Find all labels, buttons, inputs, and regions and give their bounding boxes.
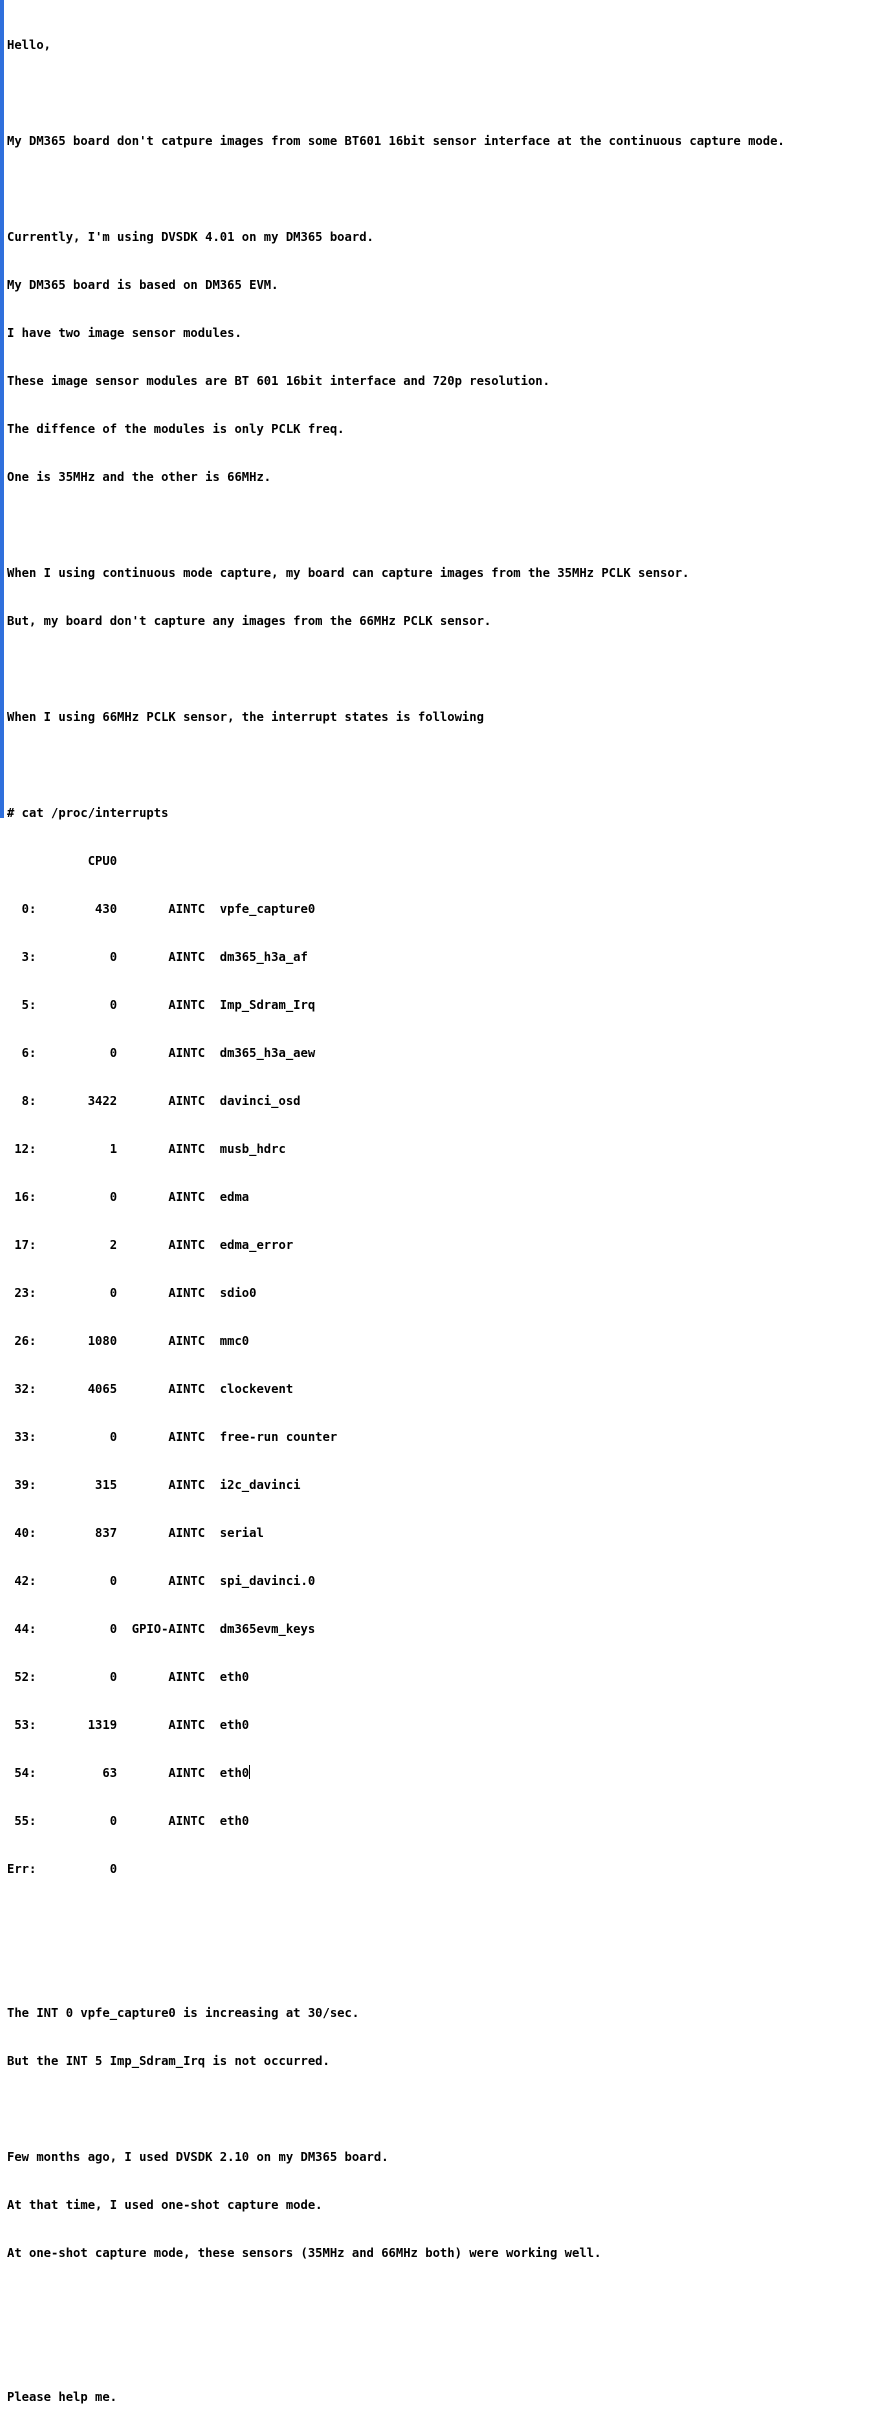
text-line: But, my board don't capture any images from the 66MHz PCLK sensor. <box>7 614 492 628</box>
interrupt-row: 0: 430 AINTC vpfe_capture0 <box>7 902 316 916</box>
interrupt-row: 33: 0 AINTC free-run counter <box>7 1430 338 1444</box>
interrupt-row-with-caret <box>7 1765 873 1781</box>
interrupt-row: 12: 1 AINTC musb_hdrc <box>7 1142 286 1156</box>
text-line: I have two image sensor modules. <box>7 326 242 340</box>
text-line: My DM365 board don't catpure images from some BT601 16bit sensor interface at the continuous capture mode. <box>7 134 785 148</box>
text-editor-area[interactable] <box>7 5 873 2404</box>
text-cursor-caret <box>249 1765 250 1779</box>
text-line: Please help me. <box>7 2390 118 2404</box>
interrupt-row: 23: 0 AINTC sdio0 <box>7 1286 257 1300</box>
interrupt-row: 42: 0 AINTC spi_davinci.0 <box>7 1574 316 1588</box>
text-line: The diffence of the modules is only PCLK freq. <box>7 422 345 436</box>
interrupts-header-row: CPU0 <box>7 854 118 868</box>
text-line <box>7 2341 873 2357</box>
text-line <box>7 757 873 773</box>
text-line <box>7 661 873 677</box>
interrupt-row-text: 54: 63 AINTC eth0 <box>7 1766 250 1780</box>
interrupt-row: 55: 0 AINTC eth0 <box>7 1814 250 1828</box>
text-line: Currently, I'm using DVSDK 4.01 on my DM365 board. <box>7 230 374 244</box>
text-line: # cat /proc/interrupts <box>7 806 169 820</box>
text-line <box>7 1957 873 1973</box>
text-line <box>7 2293 873 2309</box>
interrupt-row: 17: 2 AINTC edma_error <box>7 1238 294 1252</box>
interrupt-row: 8: 3422 AINTC davinci_osd <box>7 1094 301 1108</box>
text-line: At one-shot capture mode, these sensors (35MHz and 66MHz both) were working well. <box>7 2246 602 2260</box>
interrupt-row: 16: 0 AINTC edma <box>7 1190 250 1204</box>
text-line: Few months ago, I used DVSDK 2.10 on my DM365 board. <box>7 2150 389 2164</box>
text-line <box>7 2101 873 2117</box>
interrupt-row: 6: 0 AINTC dm365_h3a_aew <box>7 1046 316 1060</box>
text-line: When I using 66MHz PCLK sensor, the interrupt states is following <box>7 710 484 724</box>
text-line: My DM365 board is based on DM365 EVM. <box>7 278 279 292</box>
text-line <box>7 181 873 197</box>
text-line: The INT 0 vpfe_capture0 is increasing at 30/sec. <box>7 2006 360 2020</box>
interrupt-row: Err: 0 <box>7 1862 118 1876</box>
text-line: Hello, <box>7 38 52 52</box>
text-line: But the INT 5 Imp_Sdram_Irq is not occurred. <box>7 2054 330 2068</box>
text-line <box>7 1909 873 1925</box>
text-line: When I using continuous mode capture, my board can capture images from the 35MHz PCLK sensor. <box>7 566 690 580</box>
editor-left-border <box>0 0 4 818</box>
interrupt-row: 52: 0 AINTC eth0 <box>7 1670 250 1684</box>
text-line <box>7 517 873 533</box>
text-line: These image sensor modules are BT 601 16bit interface and 720p resolution. <box>7 374 550 388</box>
interrupt-row: 53: 1319 AINTC eth0 <box>7 1718 250 1732</box>
interrupt-row: 26: 1080 AINTC mmc0 <box>7 1334 250 1348</box>
interrupt-row: 39: 315 AINTC i2c_davinci <box>7 1478 301 1492</box>
text-line: At that time, I used one-shot capture mode. <box>7 2198 323 2212</box>
text-line <box>7 85 873 101</box>
interrupt-row: 5: 0 AINTC Imp_Sdram_Irq <box>7 998 316 1012</box>
interrupt-row: 3: 0 AINTC dm365_h3a_af <box>7 950 308 964</box>
interrupt-row: 44: 0 GPIO-AINTC dm365evm_keys <box>7 1622 316 1636</box>
interrupt-row: 32: 4065 AINTC clockevent <box>7 1382 294 1396</box>
interrupt-row: 40: 837 AINTC serial <box>7 1526 264 1540</box>
text-line: One is 35MHz and the other is 66MHz. <box>7 470 272 484</box>
